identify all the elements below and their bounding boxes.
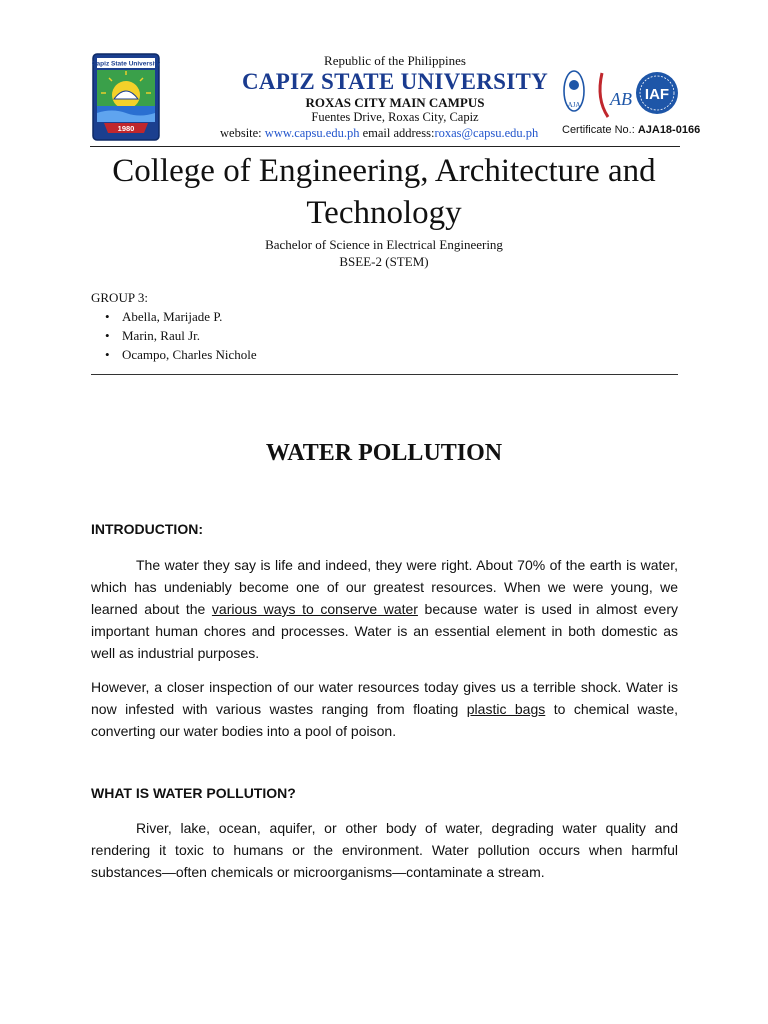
bullet: • (105, 347, 110, 362)
group-block (91, 288, 257, 364)
website-label: website: (220, 126, 265, 140)
conserve-water-link[interactable]: various ways to conserve water (211, 601, 418, 617)
contact-line (220, 126, 560, 141)
member-name: Abella, Marijade P. (122, 309, 223, 324)
intro-p1-text-b: because water is used in almost every important human chores and processes. Water is an essential element in both domestic as well as industrial purposes. (91, 601, 678, 661)
member-name: Marin, Raul Jr. (122, 328, 200, 343)
member-name: Ocampo, Charles Nichole (122, 347, 257, 362)
header-divider (90, 146, 680, 147)
letterhead-text (230, 47, 560, 125)
website-link[interactable]: www.capsu.edu.ph (264, 126, 360, 140)
letterhead (90, 47, 701, 147)
iaf-label: IAF (644, 86, 670, 103)
group-label: GROUP 3: (91, 290, 148, 305)
intro-p1-text-a: The water they say is life and indeed, they were right. About 70% of the earth is water, which has undeniably become one of our greatest resources. When we were young, we learned about the (91, 557, 678, 617)
campus-name: ROXAS CITY MAIN CAMPUS (305, 95, 485, 110)
aja-label: AJA (567, 101, 581, 109)
email-label: email address: (359, 126, 435, 140)
what-is-heading: WHAT IS WATER POLLUTION? (91, 785, 296, 801)
intro-p2-text-b: to chemical waste, converting our water bodies into a pool of poison. (91, 701, 678, 739)
email-link[interactable]: roxas@capsu.edu.ph (434, 126, 539, 140)
program-section: BSEE-2 (STEM) (339, 254, 429, 269)
section-divider (91, 374, 678, 375)
aja-logo (564, 71, 584, 111)
republic-line: Republic of the Philippines (324, 53, 466, 68)
list-item (91, 345, 257, 364)
plastic-bags-link[interactable]: plastic bags (466, 701, 546, 717)
bullet: • (105, 328, 110, 343)
bullet: • (105, 309, 110, 324)
iaf-logo (636, 72, 678, 114)
document-title: WATER POLLUTION (265, 440, 503, 466)
introduction-paragraph-1 (91, 554, 678, 664)
introduction-paragraph-2 (91, 676, 678, 742)
what-is-paragraph: River, lake, ocean, aquifer, or other body of water, degrading water quality and rendering it toxic to humans or the environment. Water pollution occurs when harmful substances—often chemicals or microorganisms—contaminate a stream. (91, 820, 678, 880)
certificate-label: Certificate No.: (562, 124, 638, 136)
college-name: College of Engineering, Architecture and Technology (112, 153, 656, 231)
seal-year-text: 1980 (117, 124, 135, 133)
program-info (90, 236, 678, 270)
campus-address: Fuentes Drive, Roxas City, Capiz (311, 110, 479, 124)
list-item (91, 307, 257, 326)
member-list (91, 307, 257, 364)
university-seal-logo (92, 53, 160, 141)
certificate-value: AJA18-0166 (637, 124, 701, 136)
university-name: CAPIZ STATE UNIVERSITY (241, 69, 549, 94)
certificate-number (562, 124, 700, 136)
seal-name-text: Capiz State University (92, 60, 160, 68)
introduction-heading: INTRODUCTION: (91, 521, 203, 537)
intro-p2-text-a: However, a closer inspection of our water resources today gives us a terrible shock. Water is now infested with various wastes ranging from floating (91, 679, 678, 717)
jab-label: AB (610, 89, 632, 109)
certification-logos (562, 69, 680, 129)
program-degree: Bachelor of Science in Electrical Engineering (265, 237, 503, 252)
list-item (91, 326, 257, 345)
jab-logo (600, 73, 632, 117)
